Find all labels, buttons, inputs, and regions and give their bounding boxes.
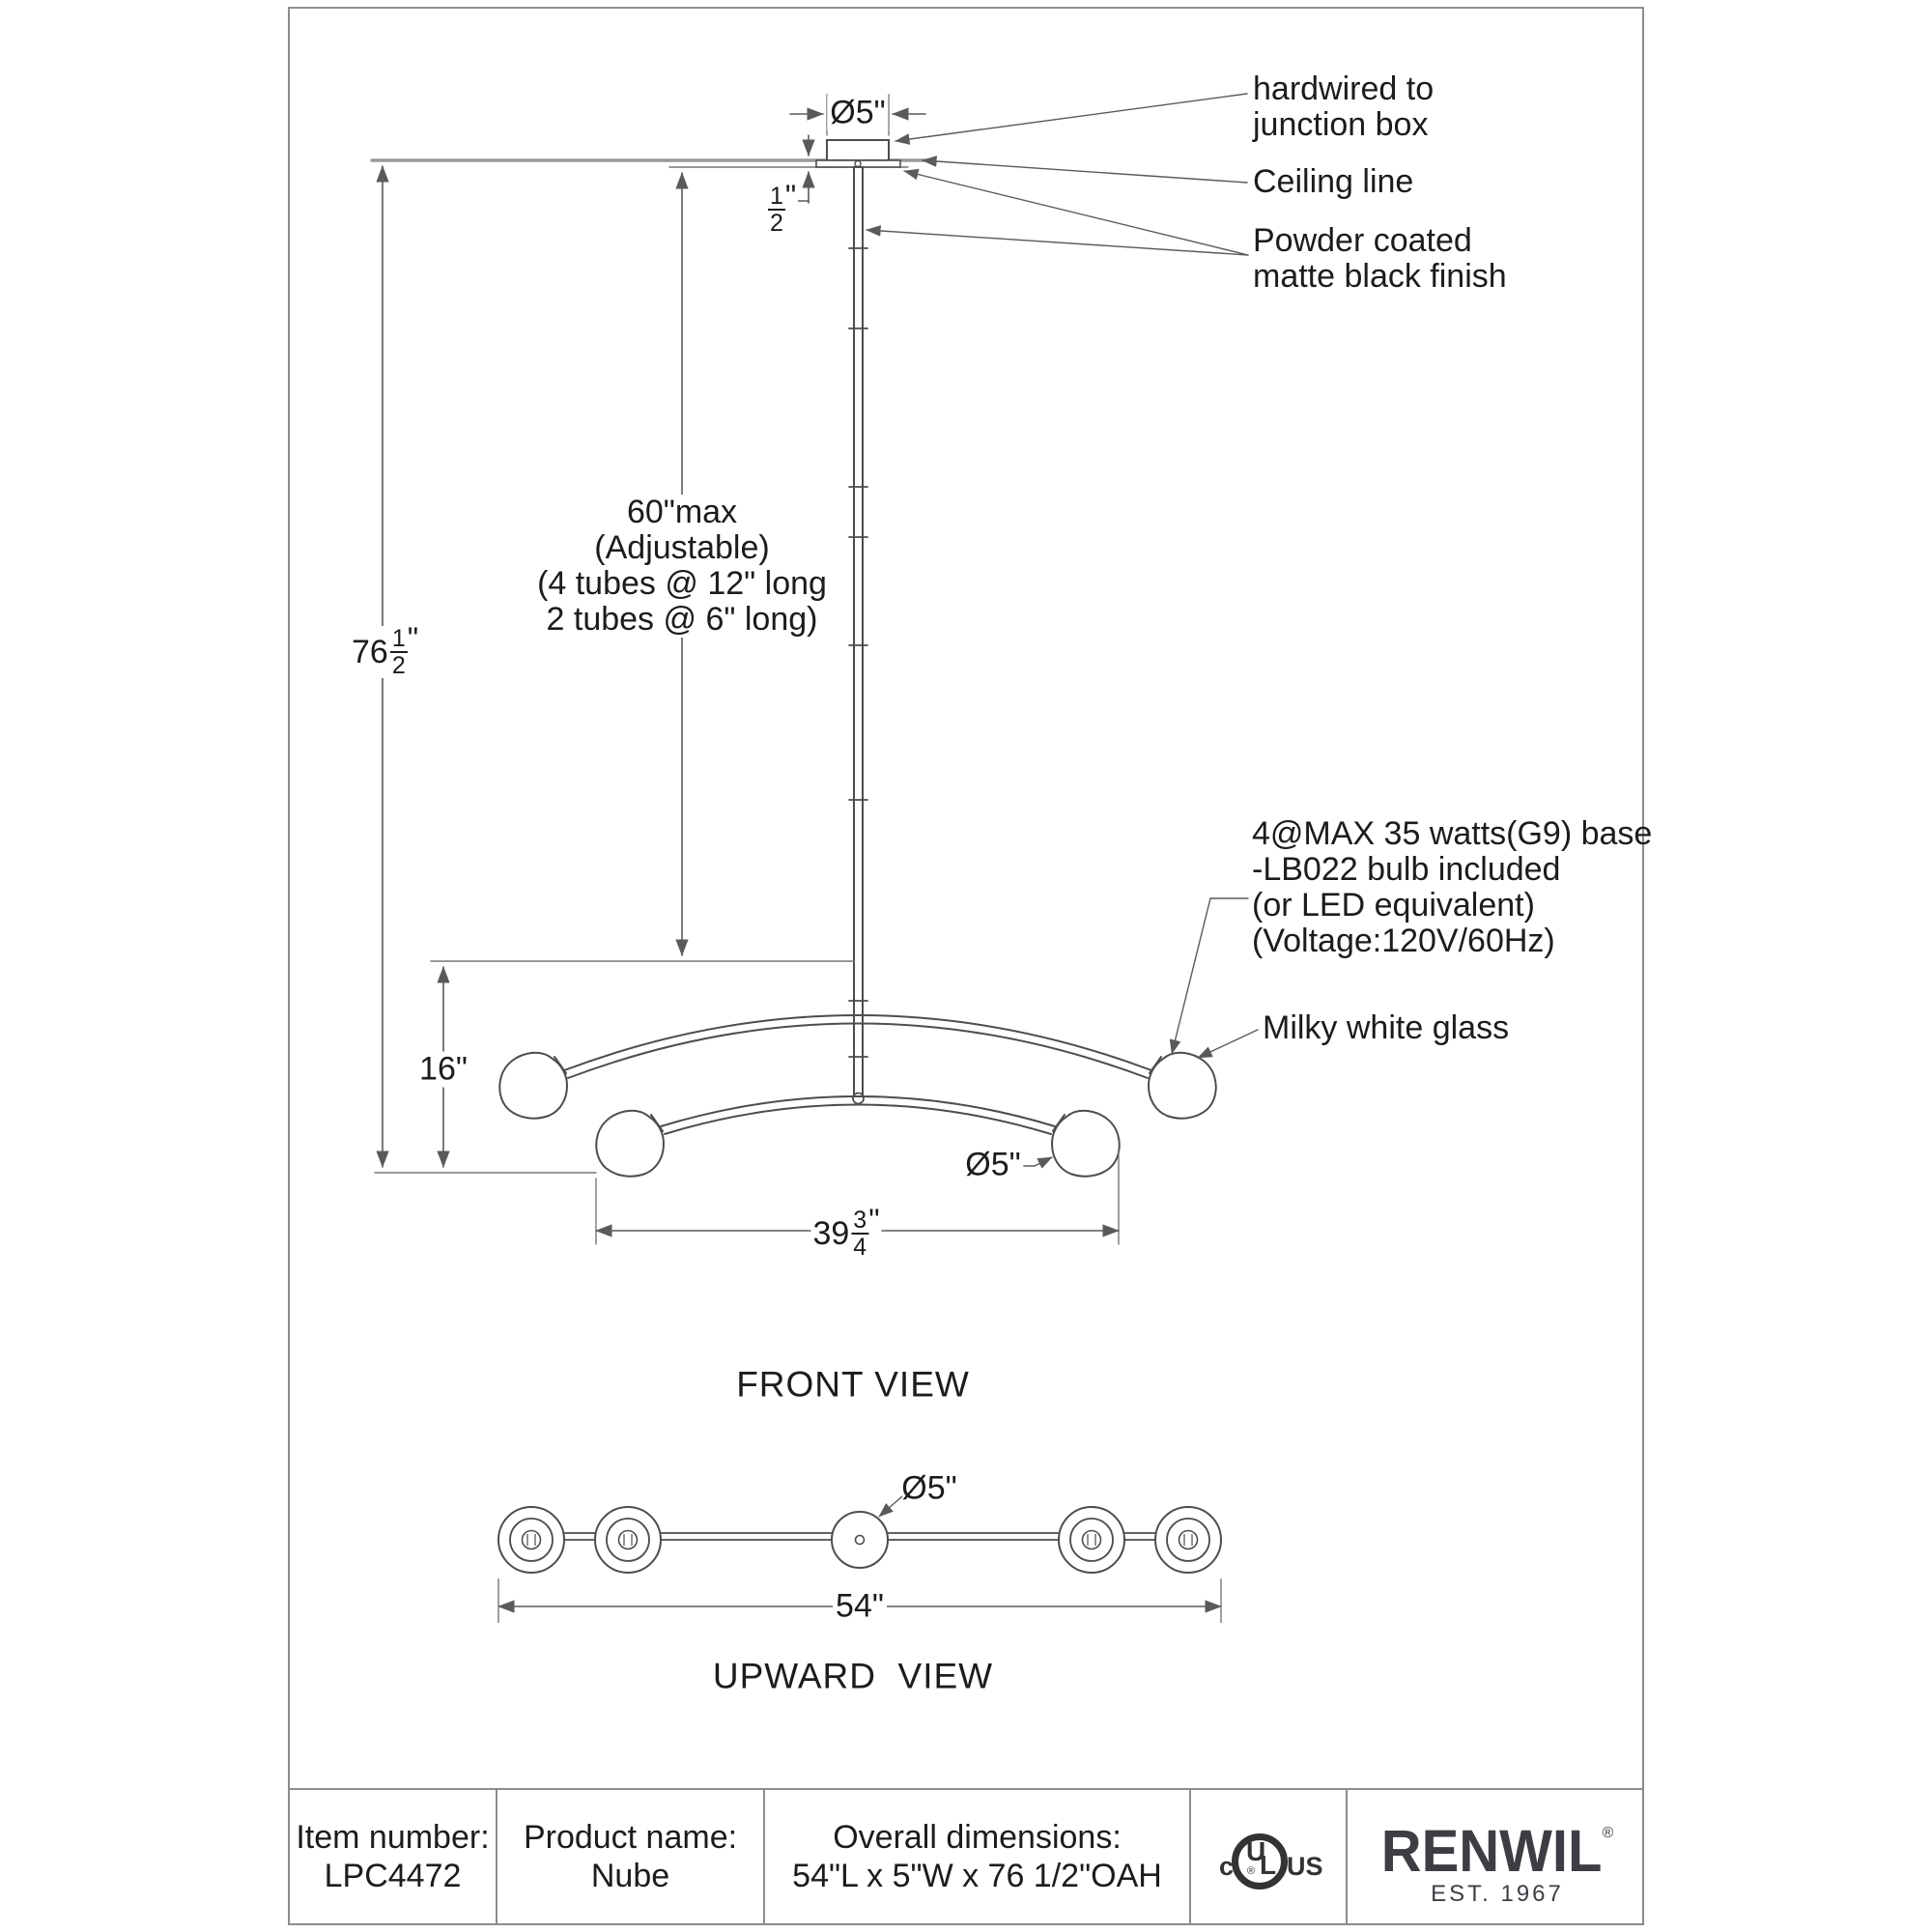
shade-diameter-dim: Ø5" [962,1148,1023,1183]
leader-shade-dia [1020,1157,1052,1166]
leader-finish-canopy [904,171,1248,255]
overall-drop-dim: 76 $\frac{1}{2}$ " [352,621,419,679]
upward-globes [498,1507,1221,1573]
product-name-value: Nube [590,1858,670,1894]
leader-hardwired [895,94,1247,141]
ul-us-letters: US [1287,1852,1323,1881]
brand-logo [1362,1818,1633,1907]
upward-canopy [832,1512,888,1568]
item-number-label: Item number: [296,1819,490,1856]
note-hardwired: hardwired to junction box [1253,71,1435,143]
note-bulb: 4@MAX 35 watts(G9) base -LB022 bulb included (or LED equivalent) (Voltage:120V/60Hz) [1252,815,1653,959]
item-number-value: LPC4472 [324,1858,462,1894]
brand-tagline: EST. 1967 [1431,1881,1564,1907]
dimensions-label: Overall dimensions: [833,1819,1122,1856]
ul-circle-icon: U L ® [1232,1833,1288,1889]
canopy-diameter-dim: Ø5" [827,96,888,131]
title-block-dimensions [764,1789,1190,1924]
ul-canada-letter: c [1219,1852,1235,1881]
front-view-leaders [867,94,1258,1166]
cul-us-certification-logo [1219,1833,1323,1889]
leader-glass [1198,1030,1258,1058]
overall-length-dim: 54" [833,1589,887,1625]
leader-bulb [1172,898,1248,1054]
note-glass: Milky white glass [1263,1009,1510,1046]
brand-name: RENWIL [1380,1818,1603,1885]
upward-view-title: UPWARD VIEW [712,1656,994,1696]
front-view-dimensions [375,95,1119,1244]
dimensions-value: 54"L x 5"W x 76 1/2"OAH [792,1858,1162,1894]
title-block-item-number [289,1789,497,1924]
globe-back-left [499,1053,567,1119]
front-view-drawing [372,94,1258,1244]
stem [849,167,867,1104]
upward-globe-4 [1155,1507,1221,1573]
leader-upward-canopy-dia [879,1496,902,1517]
drawing-frame [289,8,1643,1924]
upward-globe-2 [595,1507,661,1573]
upward-globe-3 [1059,1507,1124,1573]
product-name-label: Product name: [523,1819,738,1856]
brand-registered-icon: ® [1602,1825,1614,1841]
note-ceiling-line: Ceiling line [1253,163,1414,200]
canopy-thickness-dim: $\frac{1}{2}$ " [764,176,798,236]
front-view-title: FRONT VIEW [736,1364,970,1405]
globe-front-left [596,1111,664,1177]
upward-globe-1 [498,1507,564,1573]
globe-back-right [1149,1053,1216,1119]
canopy [816,140,900,167]
leader-finish-stem [867,230,1248,255]
body-height-dim: 16" [416,1052,470,1088]
upward-canopy-diameter-dim: Ø5" [901,1469,957,1507]
globe-front-right [1052,1111,1120,1177]
title-block-product-name [497,1789,764,1924]
leader-ceiling [923,160,1247,183]
arc-span-dim: 39 $\frac{3}{4}$ " [812,1203,880,1261]
note-finish: Powder coated matte black finish [1253,222,1507,295]
rod-length-note: 60"max (Adjustable) (4 tubes @ 12" long 2 tubes @ 6" long) [533,495,831,638]
